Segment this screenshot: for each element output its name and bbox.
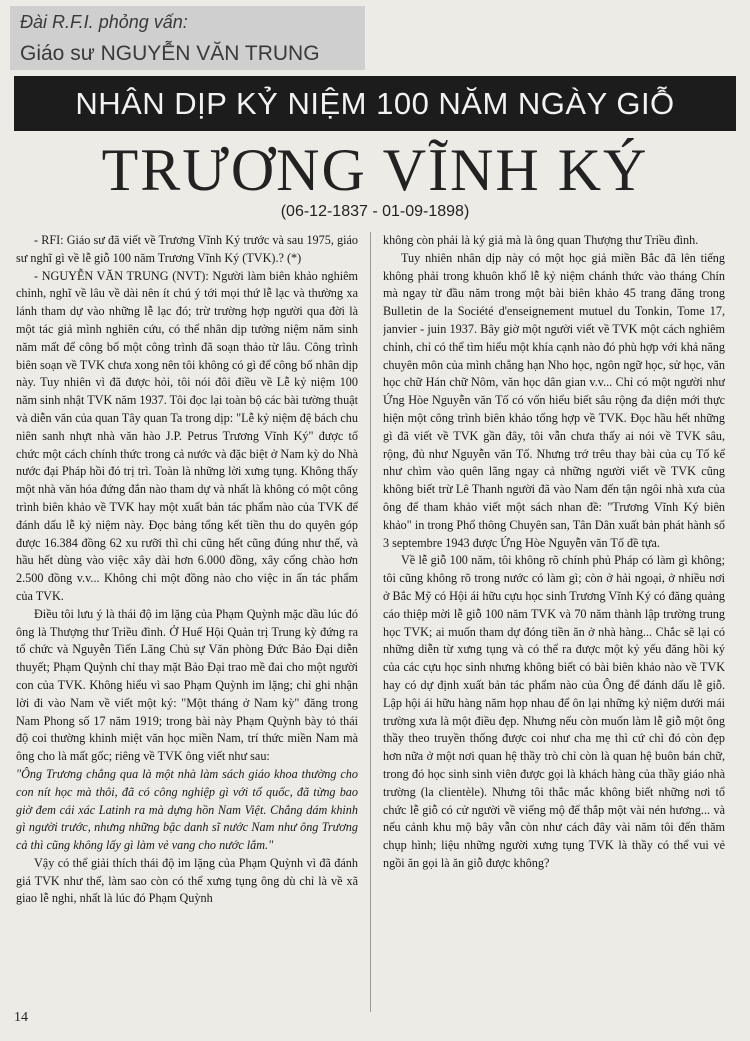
kicker-name: Giáo sư NGUYỄN VĂN TRUNG xyxy=(20,42,320,65)
paragraph: không còn phải là ký giả mà là ông quan Thượng thư Triều đình. xyxy=(383,233,699,247)
article-title: TRƯƠNG VĨNH KÝ xyxy=(101,137,649,203)
paragraph: Vậy có thể giải thích thái độ im lặng của Phạm Quỳnh vì đã đánh giá TVK như thế, làm sao còn có thể xưng tụng ông dù chỉ là về xã giao lễ nghi, nhất là lúc đó Phạm Quỳnh xyxy=(16,855,358,906)
headline-banner: NHÂN DỊP KỶ NIỆM 100 NĂM NGÀY GIỖ xyxy=(14,76,736,131)
page-number: 14 xyxy=(14,1010,28,1025)
paragraph: - NGUYỄN VĂN TRUNG (NVT): Người làm biên khảo nghiêm chỉnh, nghĩ về lâu về dài nên ít chú ý tới mọi thứ lễ lạc và thường xa lánh tham dự vào những lễ lạc đó; trừ trường hợp người qua đời là một tác giả mình nghiên cứu, có thể nhân dịp tưởng niệm năm sinh năm mất để công bố một công trình đã soạn thảo từ lâu. Công trình biên soạn về TVK chưa xong nên tôi không có gì để công bố nhân dịp này. Tuy nhiên vì đã được hỏi, tôi nói đôi điều về Lễ kỷ niệm 100 năm sinh nhật TVK năm 1937. Tôi đọc lại toàn bộ các bài tường thuật và diễn văn của quan Tây quan Ta trong dịp: "Lễ kỷ niệm đệ bách chu niên sanh nhựt nhà văn hào J.P. Petrus Trương Vĩnh Ký" được tổ chức một cách chính thức trong cả nước và đặc biệt ở Nam kỳ do Nhà nước đại Pháp hồi đó trị trì. Toàn là những lời xưng tụng. Không thấy một nhà văn hóa đứng đắn nào tham dự và nhất là không có một công trình biên khảo về TVK hay một xuất bản tác phẩm nào của TVK để đánh dấu lễ kỷ niệm này. Đọc bảng tổng kết tiền thu do quyên góp được 16.384 đồng 62 xu rưỡi thì chi cũng hết cũng đúng như thế, và hầu hết dùng vào việc xây dài hơn 6.000 đồng, xây cổng chào hơn 2.500 đồng v.v... Không chi một đồng nào cho việc in ấn tác phẩm của TVK. xyxy=(16,268,358,603)
column-divider xyxy=(370,232,371,1012)
paragraph: Về lễ giỗ 100 năm, tôi không rõ chính phủ Pháp có làm gì không; tôi cũng không rõ trong nước có làm gì; còn ở hải ngoại, ở nhiều nơi ở Bắc Mỹ có Hội ái hữu cựu học sinh Trương Vĩnh Ký có đăng quảng cáo thiệp mời lễ giỗ 100 năm TVK và 70 năm thành lập trường trung học TVK; ai muốn tham dự đóng tiền ăn ở nhà hàng... Chắc sẽ lại có những diễn từ xưng tụng và có thể ra được một kỷ yếu đăng hồi ký của các cựu học sinh nhưng không biết có bài biên khảo nào về TVK hay có dự định xuất bản tác phẩm nào của Ông để đánh dấu lễ giỗ. Lập hội ái hữu hàng năm họp nhau để ôn lại những kỷ niệm dưới mái trường xưa là một điều đẹp. Nhưng nếu còn muốn làm lễ giỗ một ông thầy theo truyền thống được coi như cha mẹ thì cứ chỉ đó còn đẹp hơn nữa ở một nơi quan hệ thầy trò chỉ còn là quan hệ buôn bán chữ, trong đó học sinh sinh viên được gọi là khách hàng của thầy giáo nhà trường (la clientèle). Nhưng tôi thắc mắc không biết những nơi tổ chức lễ giỗ có cử người về viếng mộ để thắp một vài nén hương... và nếu cảnh khu mộ bây vẫn còn như cách đây vài năm tôi đến thăm chụp hình; liệu những người xưng tụng TVK là thầy có thể vui vẻ ngồi ăn gọi là ăn giỗ được không? xyxy=(383,553,725,870)
paragraph: Tuy nhiên nhân dịp này có một học giả miền Bắc đã lên tiếng không phải trong khuôn khổ lễ kỷ niệm chánh thức vào tháng Chín mà ngay từ đầu năm trong một bài biên khảo 45 trang đăng trong Bulletin de la Société d'enseignement mutuel du Tonkin, Tome 17, janvier - juin 1937. Bây giờ một người viết về TVK một cách nghiêm chỉnh, chỉ có thể tìm hiểu một khía cạnh nào đó phù hợp với khả năng chuyên môn của mình chẳng hạn Nho học, ngôn ngữ học, sử học, văn học chữ Hán chữ Nôm, văn học dân gian v.v... Chỉ có một người như Ứng Hòe Nguyễn văn Tố có vốn hiểu biết sâu rộng đa diện mới thực hiện một công trình biên khảo tổng hợp về TVK. Đọc hầu hết những gì đã viết về TVK gần đây, tôi vẫn chưa thấy ai nói về TVK sâu, rộng, đủ như Nguyễn văn Tố. Nhưng trớ trêu thay bài của cụ Tố kể như chìm vào quên lãng ngay cả những người viết về TVK cũng không biết trừ Lê Thanh người đã vào Nam đến tận ngôi nhà xưa của ông để tham khảo viết một sách nhan đề: "Trương Vĩnh Ký biên khảo" in trong Phổ thông Chuyên san, Tân Dân xuất bản phát hành số 3 septembre 1943 được Ứng Hòe Nguyễn văn Tố đề tựa. xyxy=(383,250,725,550)
right-column xyxy=(383,232,725,1032)
life-dates: (06-12-1837 - 01-09-1898) xyxy=(280,203,470,220)
quotation: "Ông Trương chẳng qua là một nhà làm sách giáo khoa thường cho con nít học mà thôi, đã có công nghiệp gì với tổ quốc, đã từng bao giờ đem cái xác Latinh ra mà dựng hồn Nam Việt. Chẳng dám khinh gì người trước, nhưng những bậc danh sĩ nước Nam như ông Trương cả thì cũng không lấy gì làm vẻ vang cho nước lắm." xyxy=(16,766,358,853)
interview-kicker xyxy=(10,6,365,70)
left-column xyxy=(16,232,358,1014)
kicker-source: Đài R.F.I. phỏng vấn: xyxy=(20,12,188,32)
paragraph: - RFI: Giáo sư đã viết về Trương Vĩnh Ký trước và sau 1975, giáo sư nghĩ gì về lễ giỗ 100 năm Trương Vĩnh Ký (TVK).? (*) xyxy=(16,233,358,265)
paragraph: Điều tôi lưu ý là thái độ im lặng của Phạm Quỳnh mặc dầu lúc đó ông là Thượng thư Triều đình. Ở Huế Hội Quản trị Trung kỳ đứng ra tổ chức và Nguyễn Tiến Lãng Chủ sự Văn phòng Đức Bảo Đại diễn thuyết; Phạm Quỳnh chỉ thay mặt Bảo Đại trao mề đai cho một người con của TVK. Không hiểu vì sao Phạm Quỳnh im lặng; chỉ ghi nhận lời đi vào Nam về viết một ký: "Một tháng ở Nam kỳ" đăng trong Nam Phong số 17 năm 1919; trong bài này Phạm Quỳnh bày tỏ thái độ coi thường khinh miệt văn học miền Nam, trí thức miền Nam mà ông cho là mất gốc; riêng về TVK ông viết như sau: xyxy=(16,606,358,764)
